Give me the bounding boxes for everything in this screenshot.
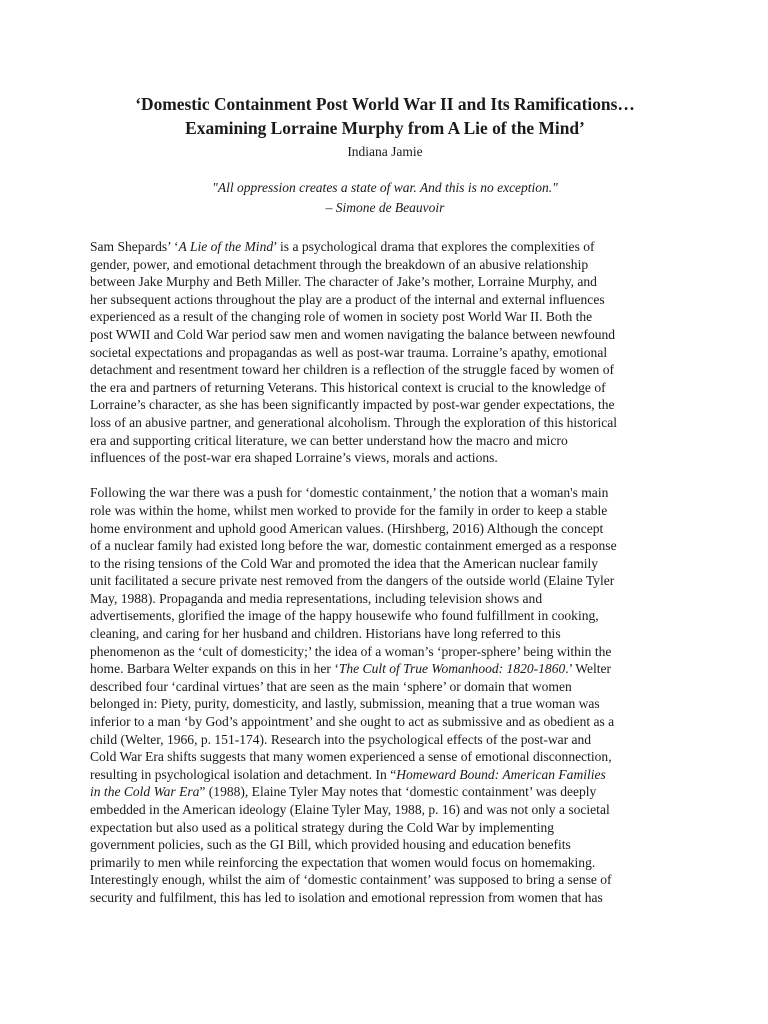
- author-name: Indiana Jamie: [347, 144, 423, 159]
- text-line: unit facilitated a secure private nest removed from the dangers of the outside world (Elaine Tyler: [90, 573, 615, 589]
- text-line: advertisements, glorified the image of the happy housewife who found fulfillment in cooking,: [90, 608, 599, 624]
- cited-work-title: in the Cold War Era: [90, 784, 200, 800]
- text-line: belonged in: Piety, purity, domesticity, and lastly, submission, meaning that a true woman was: [90, 696, 600, 712]
- text-line: influences of the post-war era shaped Lorraine’s views, morals and actions.: [90, 450, 498, 466]
- text-line: Following the war there was a push for ‘domestic containment,’ the notion that a woman's main: [90, 485, 609, 501]
- text-line: home. Barbara Welter expands on this in her ‘The Cult of True Womanhood: 1820-1860.’ Welter: [90, 661, 612, 677]
- text-line: security and fulfilment, this has led to isolation and emotional repression from women that has: [90, 889, 603, 905]
- text-line: expectation but also used as a political strategy during the Cold War by implementing: [90, 819, 555, 835]
- text-line: Lorraine’s character, as she has been significantly impacted by post-war gender expectations, the: [90, 397, 615, 413]
- epigraph-attribution: – Simone de Beauvoir: [325, 200, 445, 215]
- text-line: gender, power, and emotional detachment through the breakdown of an abusive relationship: [90, 256, 589, 272]
- text-line: described four ‘cardinal virtues’ that are seen as the main ‘sphere’ or domain that women: [90, 678, 572, 694]
- text-line: post WWII and Cold War period saw men and women navigating the balance between newfound: [90, 326, 616, 342]
- text-line: home environment and uphold good American values. (Hirshberg, 2016) Although the concept: [90, 520, 604, 536]
- text-line: in the Cold War Era” (1988), Elaine Tyler May notes that ‘domestic containment’ was deeply: [90, 784, 597, 800]
- text-line: child (Welter, 1966, p. 151-174). Research into the psychological effects of the post-war and: [90, 731, 592, 747]
- text-line: resulting in psychological isolation and detachment. In “Homeward Bound: American Families: [90, 766, 606, 782]
- text-line: cleaning, and caring for her husband and children. Historians have long referred to this: [90, 626, 561, 642]
- text-line: between Jake Murphy and Beth Miller. The character of Jake’s mother, Lorraine Murphy, and: [90, 274, 597, 290]
- text-line: primarily to men while reinforcing the expectation that women would focus on homemaking.: [90, 854, 596, 870]
- paragraph-1: [90, 238, 680, 467]
- text-line: embedded in the American ideology (Elaine Tyler May, 1988, p. 16) and was not only a societal: [90, 802, 610, 817]
- text-line: the era and partners of returning Veterans. This historical context is crucial to the knowledge of: [90, 379, 606, 395]
- text-line: Interestingly enough, whilst the aim of ‘domestic containment’ was supposed to bring a sense of: [90, 872, 612, 888]
- text-line: May, 1988). Propaganda and media representations, including television shows and: [90, 590, 543, 606]
- epigraph: [90, 178, 680, 218]
- text-line: inferior to a man ‘by God’s appointment’ and she ought to act as submissive and as obedient as a: [90, 714, 615, 730]
- text-line: Cold War Era shifts suggests that many women experienced a sense of emotional disconnection,: [90, 749, 612, 765]
- text-line: phenomenon as the ‘cult of domesticity;’ the idea of a woman’s ‘proper-sphere’ being within the: [90, 643, 612, 659]
- document-page: [90, 92, 680, 907]
- title-line-2: Examining Lorraine Murphy from A Lie of the Mind’: [185, 118, 585, 138]
- text-line: of a nuclear family had existed long before the war, domestic containment emerged as a response: [90, 538, 617, 554]
- text-line: experienced as a result of the changing role of women in society post World War II. Both the: [90, 309, 593, 325]
- text-line: government policies, such as the GI Bill, which provided housing and education benefits: [90, 837, 571, 853]
- cited-work-title: Homeward Bound: American Families: [396, 766, 606, 782]
- text-line: societal expectations and propagandas as well as post-war trauma. Lorraine’s apathy, emotional: [90, 344, 608, 360]
- text-line: her subsequent actions throughout the play are a product of the internal and external influences: [90, 291, 605, 307]
- document-title: [90, 92, 680, 140]
- text-line: role was within the home, whilst men worked to provide for the family in order to keep a stable: [90, 502, 608, 518]
- text-line: Sam Shepards’ ‘A Lie of the Mind’ is a psychological drama that explores the complexities of: [90, 239, 595, 254]
- text-line: era and supporting critical literature, we can better understand how the macro and micro: [90, 432, 568, 448]
- text-line: loss of an abusive partner, and generational alcoholism. Through the exploration of this historical: [90, 414, 618, 430]
- title-line-1: ‘Domestic Containment Post World War II and Its Ramifications…: [135, 94, 635, 114]
- text-line: to the rising tensions of the Cold War and promoted the idea that the American nuclear family: [90, 555, 599, 571]
- paragraph-2: [90, 484, 680, 906]
- epigraph-quote: "All oppression creates a state of war. And this is no exception.": [212, 180, 558, 195]
- text-line: detachment and resentment toward her children is a reflection of the struggle faced by women of: [90, 362, 614, 378]
- cited-work-title: The Cult of True Womanhood: 1820-1860: [338, 661, 566, 677]
- play-title: A Lie of the Mind: [178, 239, 274, 254]
